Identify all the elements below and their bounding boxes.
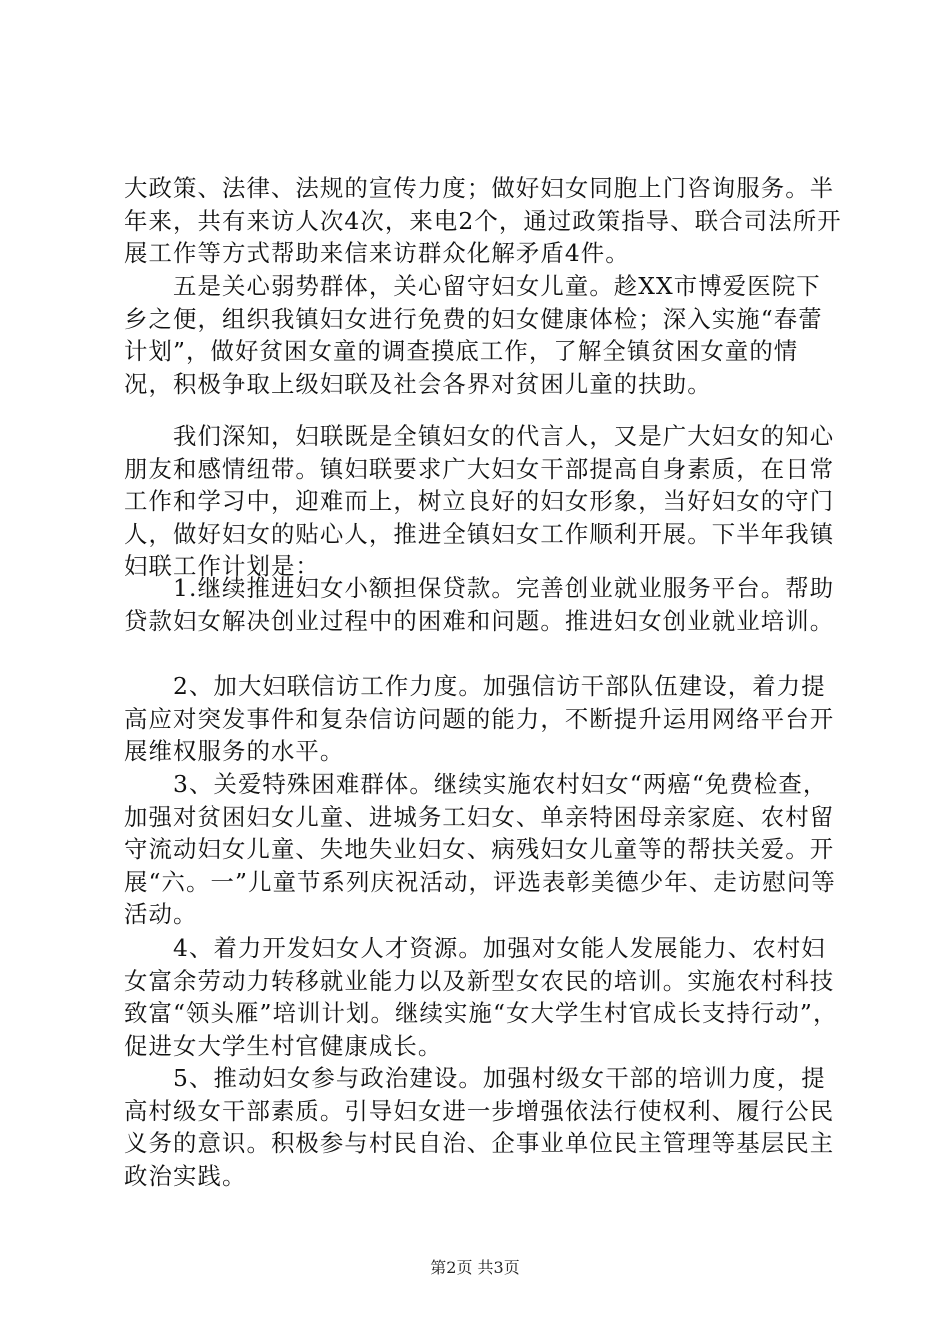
paragraph-vulnerable-groups: 五是关心弱势群体，关心留守妇女儿童。趁XX市博爱医院下乡之便，组织我镇妇女进行免费的妇女健康体检；深入实施“春蕾计划”，做好贫困女童的调查摸底工作，了解全镇贫困女童的情况，积极争取上级妇联及社会各界对贫困儿童的扶助。 xyxy=(124,272,823,398)
paragraph-propaganda: 大政策、法律、法规的宣传力度；做好妇女同胞上门咨询服务。半年来，共有来访人次4次，来电2个，通过政策指导、联合司法所开展工作等方式帮助来信来访群众化解矛盾4件。 xyxy=(124,174,842,268)
page-total: 共3页 xyxy=(477,1258,520,1277)
paragraph-plan-4: 4、着力开发妇女人才资源。加强对女能人发展能力、农村妇女富余劳动力转移就业能力以及新型女农民的培训。实施农村科技致富“领头雁”培训计划。继续实施“女大学生村官成长支持行动”，促进女大学生村官健康成长。 xyxy=(124,934,838,1060)
page-number: 第2页 xyxy=(430,1258,473,1277)
paragraph-plan-2: 2、加大妇联信访工作力度。加强信访干部队伍建设，着力提高应对突发事件和复杂信访问题的能力，不断提升运用网络平台开展维权服务的水平。 xyxy=(124,672,835,766)
paragraph-plan-3: 3、关爱特殊困难群体。继续实施农村妇女“两癌“免费检查，加强对贫困妇女儿童、进城务工妇女、单亲特困母亲家庭、农村留守流动妇女儿童、失地失业妇女、病残妇女儿童等的帮扶关爱。开展“六。一”儿童节系列庆祝活动，评选表彰美德少年、走访慰问等活动。 xyxy=(124,770,836,929)
page-footer xyxy=(0,1258,950,1278)
paragraph-plan-1: 1.继续推进妇女小额担保贷款。完善创业就业服务平台。帮助贷款妇女解决创业过程中的困难和问题。推进妇女创业就业培训。 xyxy=(124,574,835,635)
paragraph-summary: 我们深知，妇联既是全镇妇女的代言人，又是广大妇女的知心朋友和感情纽带。镇妇联要求广大妇女干部提高自身素质，在日常工作和学习中，迎难而上，树立良好的妇女形象，当好妇女的守门人，做好妇女的贴心人，推进全镇妇女工作顺利开展。下半年我镇妇联工作计划是： xyxy=(124,422,835,581)
paragraph-plan-5: 5、推动妇女参与政治建设。加强村级女干部的培训力度，提高村级女干部素质。引导妇女进一步增强依法行使权利、履行公民义务的意识。积极参与村民自治、企事业单位民主管理等基层民主政治实践。 xyxy=(124,1064,835,1190)
